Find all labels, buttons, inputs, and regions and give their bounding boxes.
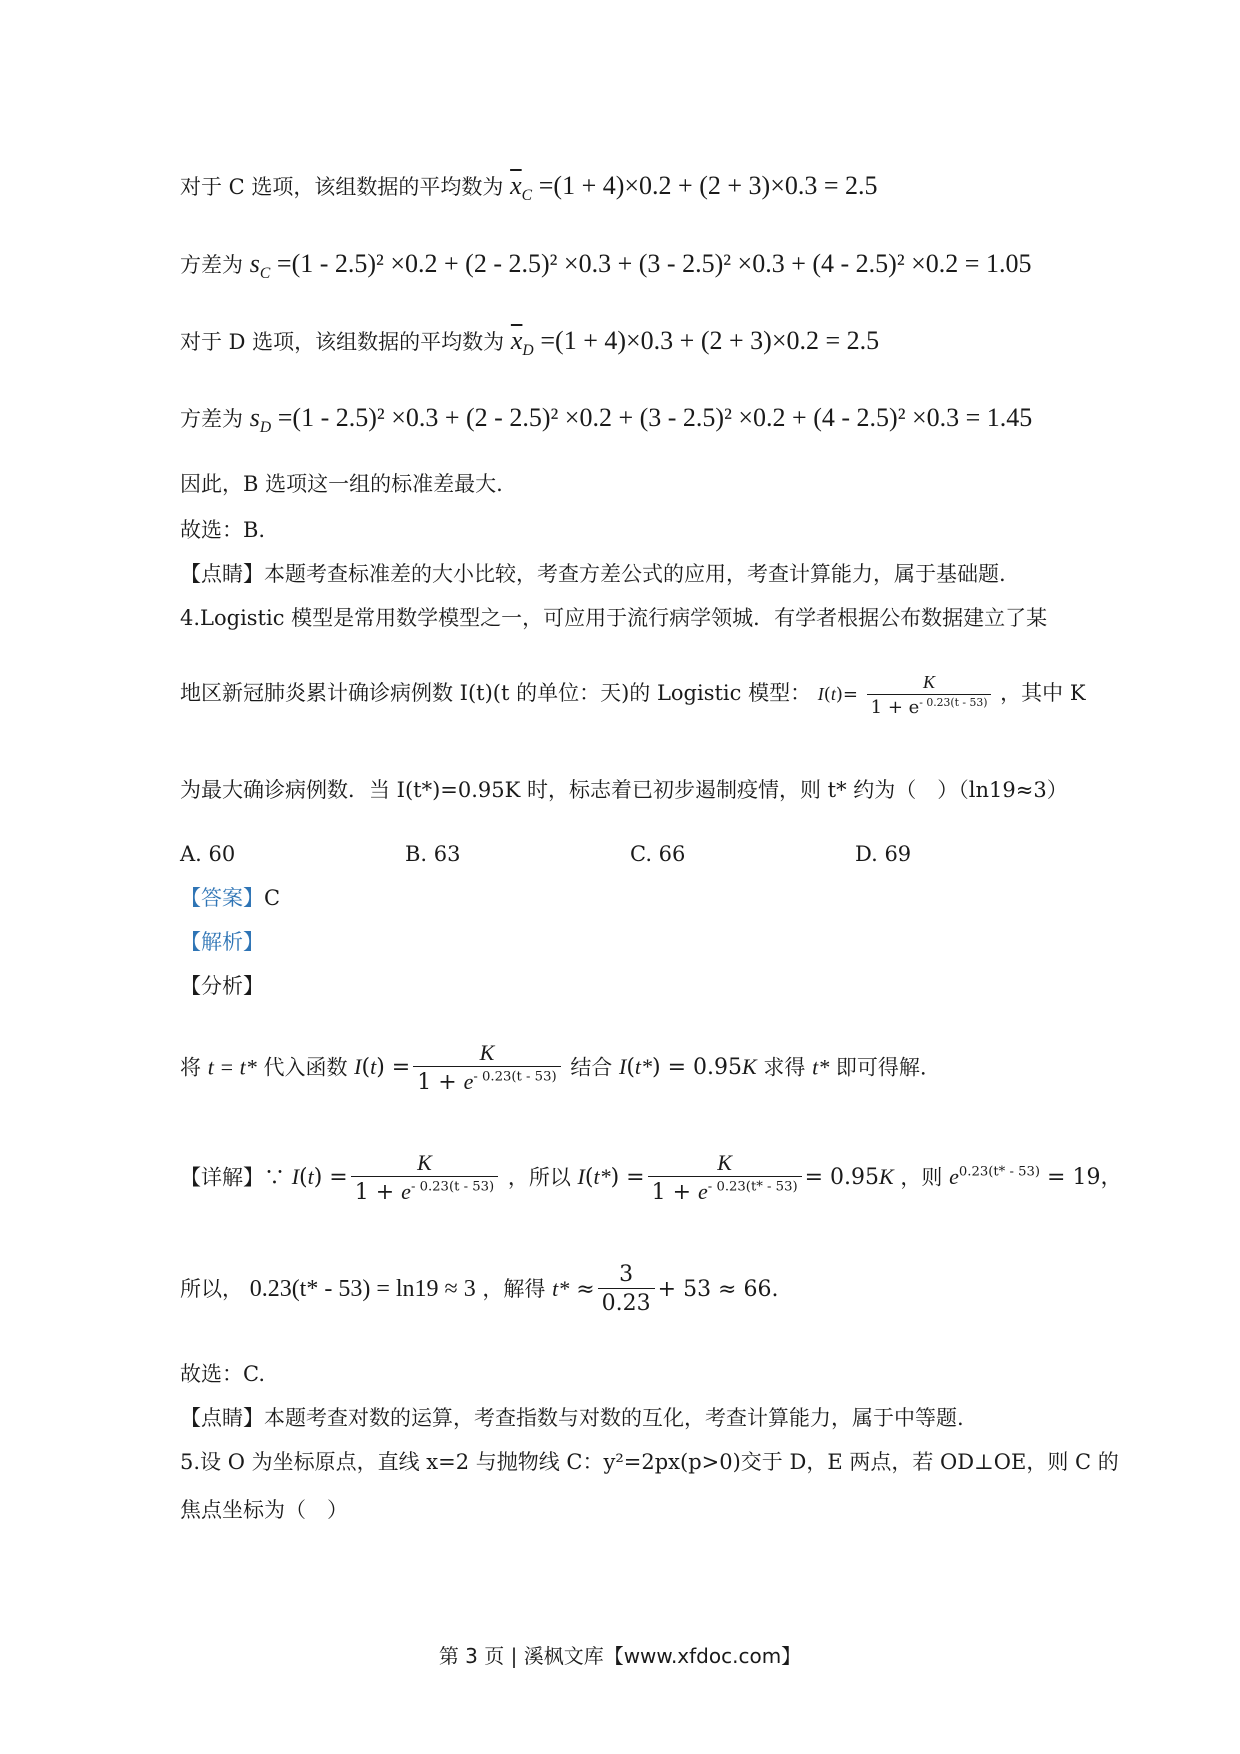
answer-value: C: [264, 886, 281, 910]
c-var-text: 方差为: [180, 253, 243, 277]
detail-func: I(t) = $\frac{K}{1 + e^{- 0.23(t - 53)}}$: [292, 1165, 501, 1190]
detail-c: ，则: [900, 1165, 943, 1190]
option-b: B. 63: [405, 842, 461, 866]
q5-line2: 焦点坐标为（ ）: [180, 1498, 348, 1522]
solve-text: ，解得: [482, 1276, 546, 1301]
options-row: [180, 842, 1080, 867]
so-formula: 0.23(t* - 53) = ln19 ≈ 3: [249, 1275, 476, 1302]
conclusion: 因此，B 选项这一组的标准差最大.: [180, 472, 503, 496]
choose-c: 故选：C.: [180, 1362, 265, 1386]
so-text: 所以，: [180, 1276, 243, 1301]
c-mean-formula: =(1 + 4)×0.2 + (2 + 3)×0.3 = 2.5: [538, 171, 878, 200]
choose-b: 故选：B.: [180, 518, 266, 542]
fenxi-b: 代入函数: [263, 1055, 348, 1080]
detail-exp: $e^{0.23(t* - 53)} = 19$，: [949, 1164, 1123, 1191]
detail-tag: 【详解】∵: [180, 1165, 285, 1190]
c-var-formula: =(1 - 2.5)² ×0.2 + (2 - 2.5)² ×0.3 + (3 - 2.5)² ×0.3 + (4 - 2.5)² ×0.2 = 1.05: [276, 249, 1032, 278]
q4-line2: [180, 672, 1086, 718]
d-mean-text: 对于 D 选项，该组数据的平均数为: [180, 330, 505, 354]
d-mean-formula: =(1 + 4)×0.3 + (2 + 3)×0.2 = 2.5: [540, 326, 880, 355]
q4-line3: 为最大确诊病例数．当 I(t*)=0.95K 时，标志着已初步遏制疫情，则 t* 约为（ ）（ln19≈3）: [180, 778, 1068, 802]
solve-formula: t* ≈ $\frac{3}{0.23}$ + 53 ≈ 66.: [552, 1262, 779, 1317]
option-d: D. 69: [855, 842, 912, 866]
page-footer: 第 3 页 | 溪枫文库【www.xfdoc.com】: [438, 1644, 802, 1668]
fenxi-e: 即可得解.: [835, 1055, 927, 1080]
c-var-line: [180, 248, 1080, 283]
fenxi-d: 求得: [763, 1055, 806, 1080]
d-var-formula: =(1 - 2.5)² ×0.3 + (2 - 2.5)² ×0.2 + (3 - 2.5)² ×0.2 + (4 - 2.5)² ×0.3 = 1.45: [277, 403, 1033, 432]
fenxi-cond: I(t*) = 0.95K: [619, 1054, 757, 1081]
solve-line: [180, 1262, 1080, 1318]
fenxi-tag: 【分析】: [180, 974, 264, 998]
option-c: C. 66: [630, 842, 686, 866]
fenxi-c: 结合: [570, 1055, 613, 1080]
d-var-line: [180, 402, 1080, 437]
q4-line2-text: 地区新冠肺炎累计确诊病例数 I(t)(t 的单位：天)的 Logistic 模型：: [180, 681, 812, 706]
d-mean-line: [180, 325, 1080, 360]
analysis-tag: 【解析】: [180, 930, 264, 954]
c-var-symbol: $s_C$: [249, 249, 271, 283]
detail-line: [180, 1150, 1123, 1207]
q4-line2-tail: ，其中 K: [1000, 681, 1086, 706]
d-mean-symbol: $\overline{x}_D$: [510, 326, 534, 360]
q5-line1: 5.设 O 为坐标原点，直线 x=2 与抛物线 C：y²=2px(p>0)交于 D，E 两点，若 OD⊥OE，则 C 的: [180, 1450, 1119, 1474]
detail-b: ，所以: [507, 1165, 571, 1190]
c-mean-text: 对于 C 选项，该组数据的平均数为: [180, 175, 504, 199]
remark-q4: 【点睛】本题考查对数的运算，考查指数与对数的互化，考查计算能力，属于中等题.: [180, 1406, 964, 1430]
q4-line1: 4.Logistic 模型是常用数学模型之一，可应用于流行病学领城．有学者根据公布数据建立了某: [180, 606, 1048, 630]
d-var-symbol: $s_D$: [249, 403, 272, 437]
remark-q3: 【点睛】本题考查标准差的大小比较，考查方差公式的应用，考查计算能力，属于基础题.: [180, 562, 1006, 586]
t-equals-tstar: t = t*: [207, 1054, 257, 1080]
option-a: A. 60: [180, 842, 236, 866]
fenxi-func: I(t) = $\frac{K}{1 + e^{- 0.23(t - 53)}}$: [354, 1055, 563, 1080]
d-var-text: 方差为: [180, 407, 243, 431]
fenxi-a: 将: [180, 1055, 201, 1080]
c-mean-symbol: $\overline{x}_C$: [510, 171, 533, 205]
detail-eq: I(t*) = $\frac{K}{1 + e^{- 0.23(t* - 53)}}$ = 0.95K: [577, 1150, 894, 1206]
answer-line: [180, 886, 1080, 911]
c-mean-line: [180, 170, 1080, 205]
logistic-formula: I(t)= $\frac{K}{1 + e^{- 0.23(t - 53)}}$: [818, 684, 1000, 705]
answer-tag: 【答案】: [180, 886, 264, 910]
tstar: t*: [812, 1054, 830, 1080]
fenxi-line: [180, 1040, 1080, 1097]
